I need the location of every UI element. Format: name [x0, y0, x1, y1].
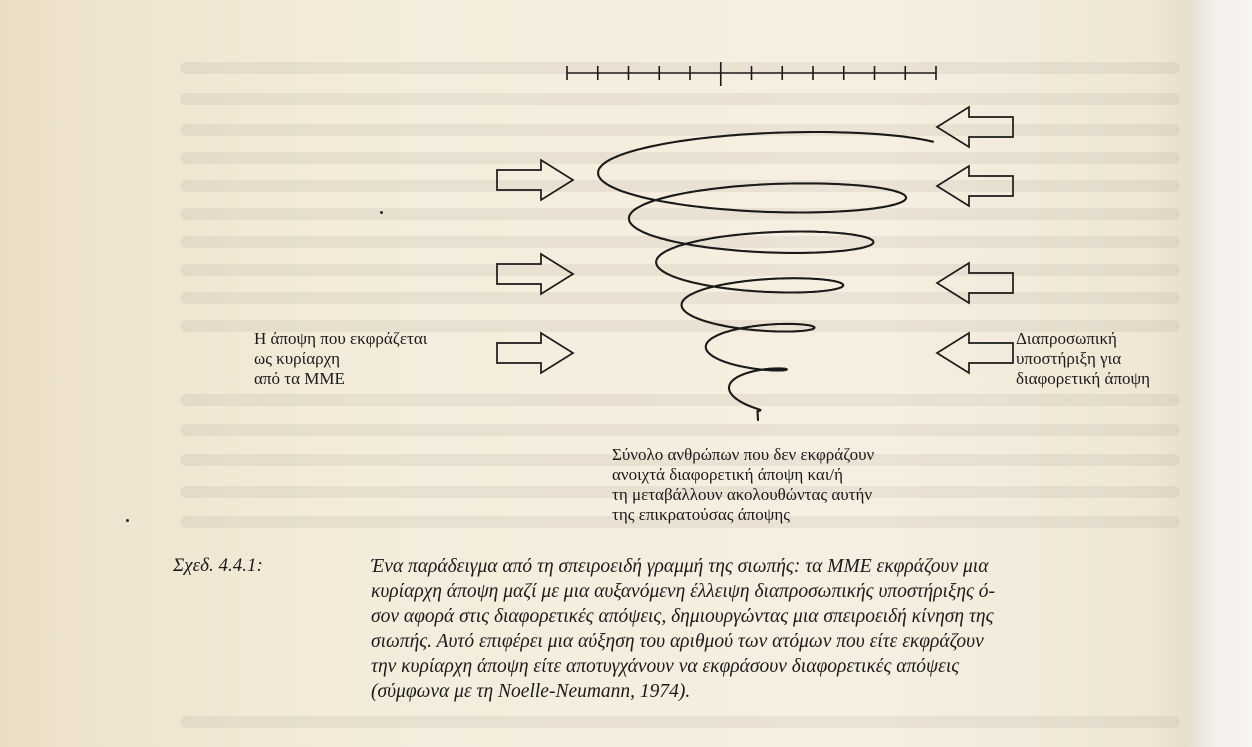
right-arrow [937, 107, 1013, 147]
bottom-label: Σύνολο ανθρώπων που δεν εκφράζουν ανοιχτά διαφορετική άποψη και/ή τη μεταβάλλουν ακολουθώντας αυτήν της επικρατούσας άποψης [612, 445, 875, 524]
left-arrow [497, 254, 573, 294]
left-arrow [497, 333, 573, 373]
right-arrow [937, 263, 1013, 303]
left-arrow [497, 160, 573, 200]
scale-bar [567, 62, 936, 86]
left-arrows [497, 160, 573, 373]
right-arrow [937, 333, 1013, 373]
page-edge [1186, 0, 1252, 747]
left-label: Η άποψη που εκφράζεται ως κυρίαρχη από τα ΜΜΕ [254, 329, 428, 388]
right-label: Διαπροσωπική υποστήριξη για διαφορετική άποψη [1016, 329, 1151, 388]
right-arrow [937, 166, 1013, 206]
right-arrows [937, 107, 1013, 373]
figure-caption-label: Σχεδ. 4.4.1: [173, 555, 263, 576]
figure-caption-text: Ένα παράδειγμα από τη σπειροειδή γραμμή της σιωπής: τα ΜΜΕ εκφράζουν μια κυρίαρχη άποψη μαζί με μια αυξανόμενη έλλειψη διαπροσωπικής υποστήριξης ό- σον αφορά στις διαφορετικές απόψεις, δημιουργώντας μια σπειροειδή κίνηση της σιωπής. Αυτό επιφέρει μια αύξηση του αριθμού των ατόμων που είτε εκφράζουν την κυρίαρχη άποψη είτε αποτυγχάνουν να εκφράσουν διαφορετικές απόψεις (σύμφωνα με τη Noelle-Neumann, 1974). [371, 556, 996, 702]
spiral-line [598, 132, 933, 420]
